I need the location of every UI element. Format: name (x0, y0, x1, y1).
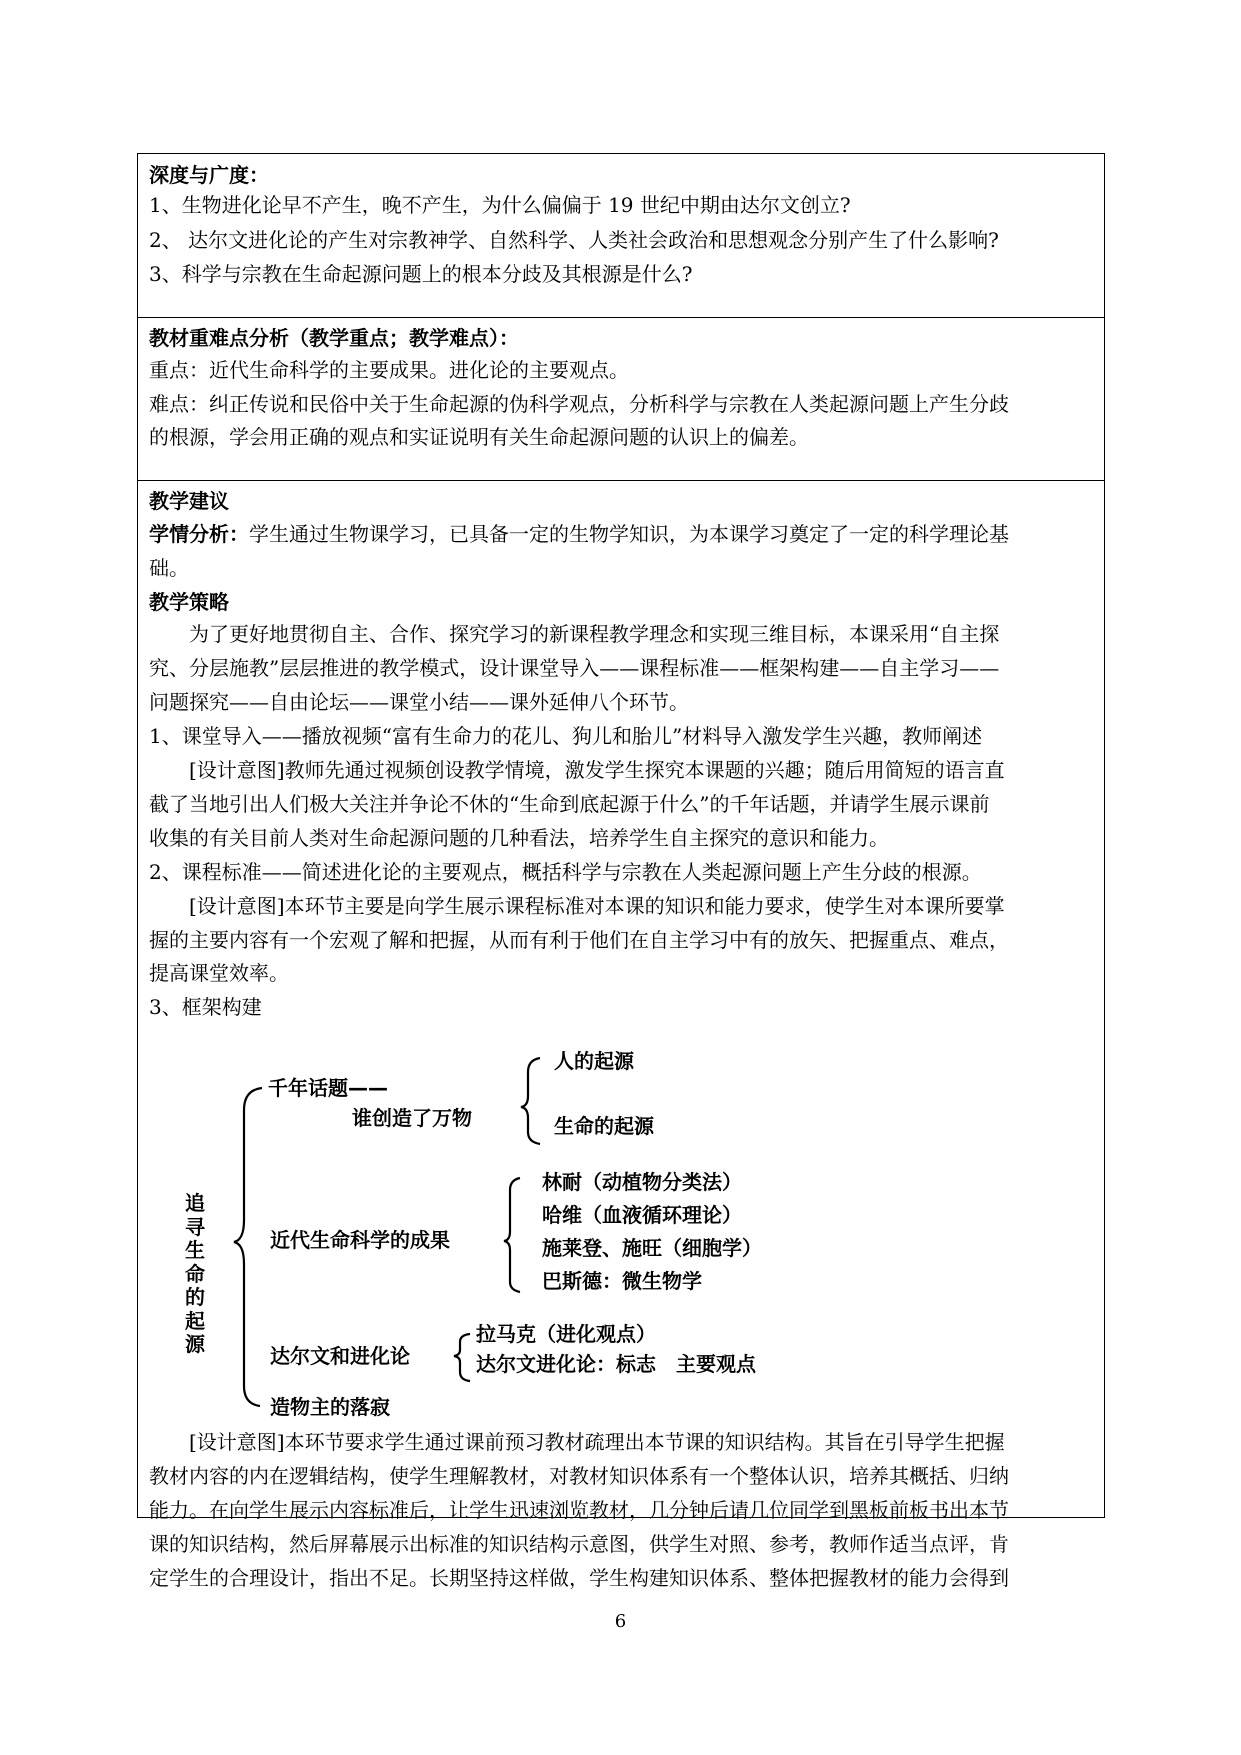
design-intent-line: 能力。在向学生展示内容标准后，让学生迅速浏览教材，几分钟后请几位同学到黑板前板书出本节 (149, 1498, 1009, 1522)
brace-branch2 (504, 1178, 520, 1292)
section-title-suggestions: 教学建议 (149, 489, 229, 513)
depth-question-2: 2、 达尔文进化论的产生对宗教神学、自然科学、人类社会政治和思想观念分别产生了什么影响? (149, 228, 999, 252)
branch2-item: 施莱登、施旺（细胞学） (542, 1236, 762, 1260)
strategy-line: 握的主要内容有一个宏观了解和把握，从而有利于他们在自主学习中有的放矢、把握重点、难点， (149, 928, 1009, 952)
strategy-line: 为了更好地贯彻自主、合作、探究学习的新课程教学理念和实现三维目标，本课采用“自主探 (149, 622, 1000, 646)
key-point-text: 重点：近代生命科学的主要成果。进化论的主要观点。 (149, 358, 629, 382)
strategy-line: 2、课程标准——简述进化论的主要观点，概括科学与宗教在人类起源问题上产生分歧的根源。 (149, 860, 982, 884)
strategy-title: 教学策略 (149, 590, 229, 614)
design-intent-line: 教材内容的内在逻辑结构，使学生理解教材，对教材知识体系有一个整体认识，培养其概括、归纳 (149, 1464, 1009, 1488)
analysis-text: 学生通过生物课学习，已具备一定的生物学知识，为本课学习奠定了一定的科学理论基 (249, 522, 1009, 546)
branch1-label-a: 千年话题—— (268, 1076, 388, 1100)
branch3-label: 达尔文和进化论 (270, 1344, 410, 1368)
brace-branch1 (521, 1058, 540, 1144)
branch3-item: 拉马克（进化观点） (476, 1322, 656, 1346)
strategy-line: 究、分层施教”层层推进的教学模式，设计课堂导入——课程标准——框架构建——自主学习—— (149, 656, 1000, 680)
strategy-line: 1、课堂导入——播放视频“富有生命力的花儿、狗儿和胎儿”材料导入激发学生兴趣，教师阐述 (149, 724, 983, 748)
main-brace (234, 1088, 262, 1406)
branch1-item: 生命的起源 (554, 1114, 654, 1138)
branch1-label-b: 谁创造了万物 (352, 1106, 472, 1130)
design-intent-line: 课的知识结构，然后屏幕展示出标准的知识结构示意图，供学生对照、参考，教师作适当点评，肯 (149, 1532, 1009, 1556)
branch2-item: 哈维（血液循环理论） (542, 1203, 742, 1227)
strategy-line: [设计意图]本环节主要是向学生展示课程标准对本课的知识和能力要求，使学生对本课所要掌 (149, 894, 1005, 918)
branch3-item: 达尔文进化论：标志 主要观点 (476, 1352, 756, 1376)
brace-branch3 (454, 1334, 470, 1381)
strategy-line: [设计意图]教师先通过视频创设教学情境，激发学生探究本课题的兴趣；随后用简短的语言直 (149, 758, 1005, 782)
branch2-item: 巴斯德：微生物学 (542, 1269, 702, 1293)
depth-question-1: 1、生物进化论早不产生，晚不产生，为什么偏偏于 19 世纪中期由达尔文创立? (149, 193, 851, 217)
analysis-text-cont: 础。 (149, 556, 189, 580)
design-intent-line: [设计意图]本环节要求学生通过课前预习教材疏理出本节课的知识结构。其旨在引导学生把握 (149, 1430, 1005, 1454)
branch2-item: 林耐（动植物分类法） (542, 1170, 742, 1194)
design-intent-line: 定学生的合理设计，指出不足。长期坚持这样做，学生构建知识体系、整体把握教材的能力会得到 (149, 1566, 1009, 1590)
strategy-line: 问题探究——自由论坛——课堂小结——课外延伸八个环节。 (149, 690, 689, 714)
branch1-item: 人的起源 (554, 1049, 634, 1073)
page-number: 6 (614, 1611, 627, 1632)
strategy-line: 截了当地引出人们极大关注并争论不休的“生命到底起源于什么”的千年话题，并请学生展示课前 (149, 792, 990, 816)
strategy-line: 收集的有关目前人类对生命起源问题的几种看法，培养学生自主探究的意识和能力。 (149, 826, 889, 850)
difficult-point-text-2: 的根源，学会用正确的观点和实证说明有关生命起源问题的认识上的偏差。 (149, 425, 809, 449)
section-title-depth: 深度与广度： (149, 163, 269, 187)
depth-question-3: 3、科学与宗教在生命起源问题上的根本分歧及其根源是什么? (149, 262, 693, 286)
section-title-key-points: 教材重难点分析（教学重点；教学难点）： (149, 326, 519, 350)
branch4-label: 造物主的落寂 (270, 1395, 390, 1419)
strategy-line: 提高课堂效率。 (149, 961, 289, 985)
branch2-label: 近代生命科学的成果 (270, 1228, 450, 1252)
analysis-label: 学情分析： (149, 522, 249, 546)
strategy-line: 3、框架构建 (149, 995, 262, 1019)
diagram-root: 追 寻 生 命 的 起 源 (185, 1191, 205, 1356)
difficult-point-text-1: 难点：纠正传说和民俗中关于生命起源的伪科学观点，分析科学与宗教在人类起源问题上产生分歧 (149, 392, 1009, 416)
